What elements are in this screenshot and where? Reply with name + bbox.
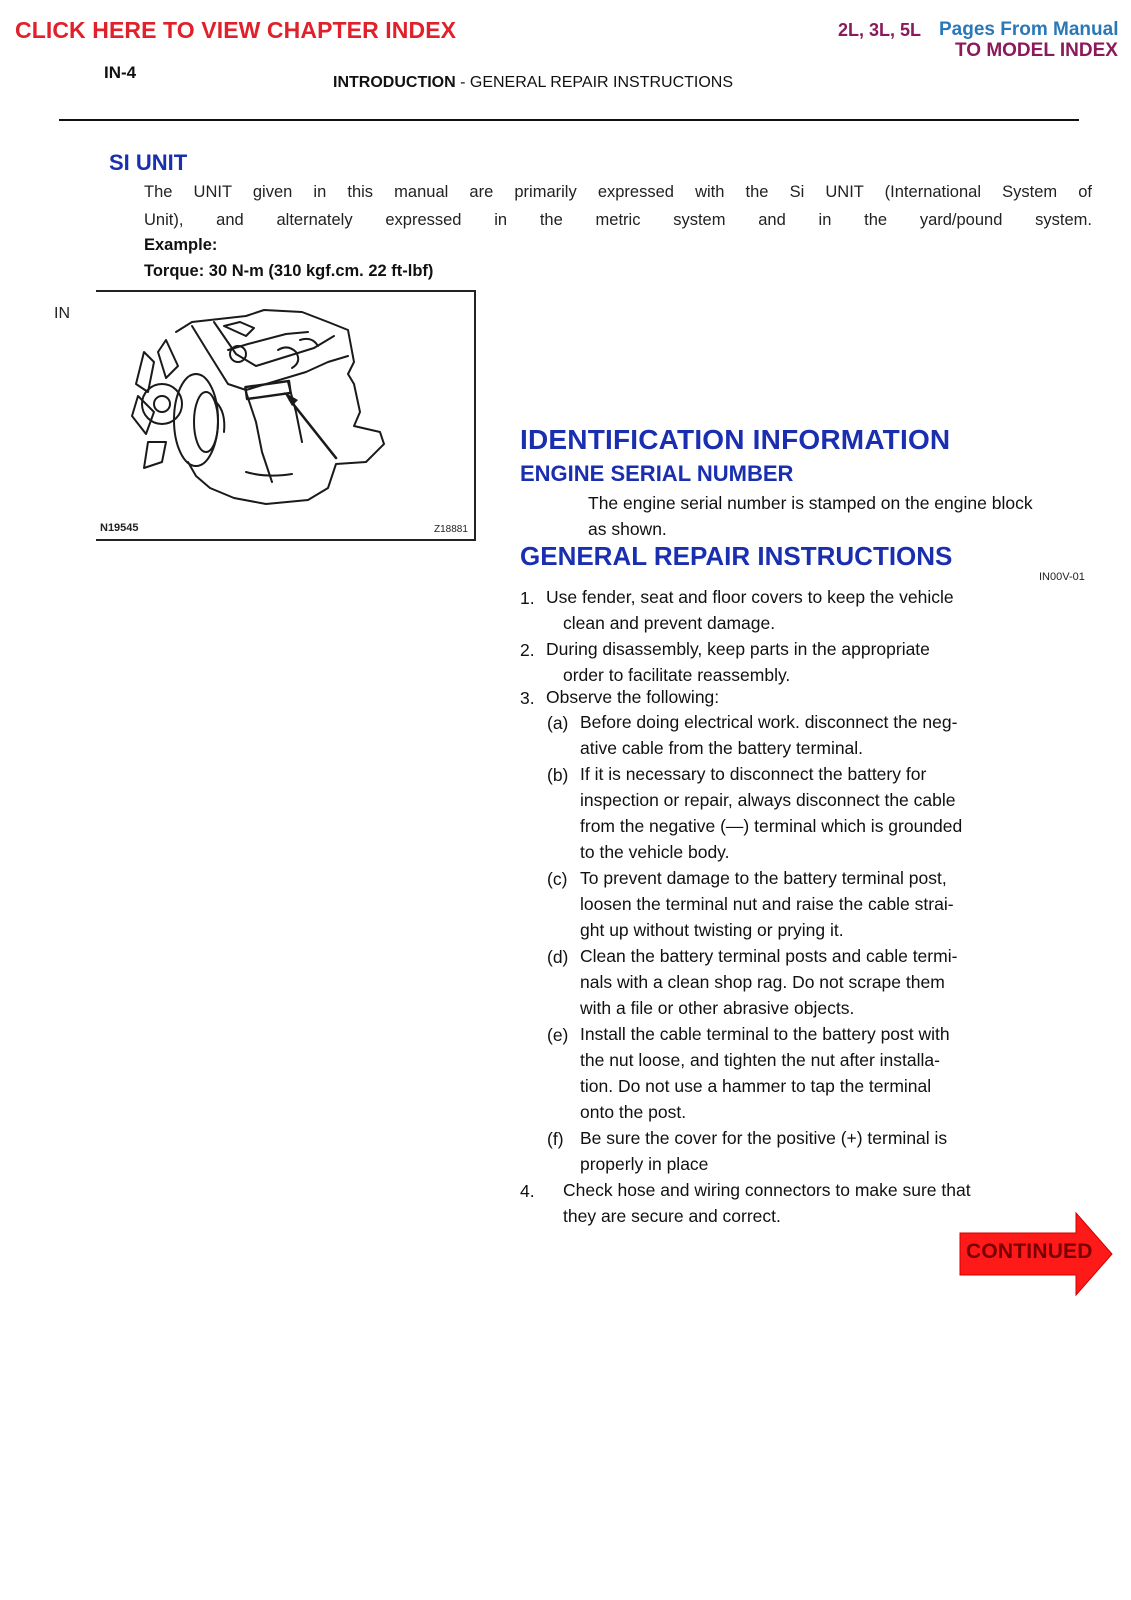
instruction-line: Use fender, seat and floor covers to keep the vehicle xyxy=(546,587,954,607)
subitem-letter: (e) xyxy=(547,1025,569,1045)
engine-illustration-icon xyxy=(96,292,474,539)
section-code: IN00V-01 xyxy=(1039,571,1085,583)
header-divider xyxy=(59,119,1079,121)
instruction-line: Install the cable terminal to the battery post with xyxy=(580,1024,950,1044)
instruction-line: ght up without twisting or prying it. xyxy=(580,920,844,940)
instruction-line: To prevent damage to the battery terminal post, xyxy=(580,868,947,888)
chapter-index-link[interactable]: CLICK HERE TO VIEW CHAPTER INDEX xyxy=(15,17,457,43)
instruction-line: with a file or other abrasive objects. xyxy=(580,998,855,1018)
torque-example: Torque: 30 N-m (310 kgf.cm. 22 ft-lbf) xyxy=(144,262,434,280)
engine-figure xyxy=(96,290,476,541)
header-section: INTRODUCTION xyxy=(333,74,456,91)
instruction-line: from the negative (—) terminal which is grounded xyxy=(580,816,963,836)
engine-serial-number-text: The engine serial number is stamped on the engine block as shown. xyxy=(588,493,1033,539)
item-number: 4. xyxy=(520,1181,535,1201)
example-label: Example: xyxy=(144,236,218,254)
instruction-line: ative cable from the battery terminal. xyxy=(580,738,864,758)
general-repair-heading: GENERAL REPAIR INSTRUCTIONS xyxy=(520,541,953,571)
item-number: 2. xyxy=(520,640,535,660)
subitem-letter: (d) xyxy=(547,947,569,967)
subitem-letter: (b) xyxy=(547,765,569,785)
header-subsection: GENERAL REPAIR INSTRUCTIONS xyxy=(469,74,734,91)
instruction-line: Be sure the cover for the positive (+) terminal is xyxy=(580,1128,948,1148)
si-unit-text-line-1: The UNIT given in this manual are primarily expressed with the Si UNIT (International System of xyxy=(144,183,1092,201)
item-number: 1. xyxy=(520,588,535,608)
instruction-line: onto the post. xyxy=(580,1102,687,1122)
subitem-letter: (f) xyxy=(547,1129,564,1149)
page-header-title xyxy=(333,74,733,92)
side-section-label: IN xyxy=(54,305,70,322)
figure-code: Z18881 xyxy=(434,524,468,535)
instruction-line: inspection or repair, always disconnect the cable xyxy=(580,790,956,810)
si-unit-heading: SI UNIT xyxy=(109,150,188,175)
si-unit-text-line-2: Unit), and alternately expressed in the metric system and in the yard/pound system. xyxy=(144,211,1092,229)
item-number: 3. xyxy=(520,688,535,708)
model-codes: 2L, 3L, 5L xyxy=(838,20,922,40)
header-separator: - xyxy=(455,74,470,91)
engine-serial-number-heading: ENGINE SERIAL NUMBER xyxy=(520,461,794,486)
continued-label[interactable]: CONTINUED xyxy=(966,1240,1093,1263)
instruction-line: Before doing electrical work. disconnect the neg- xyxy=(580,712,958,732)
pages-from-manual-link[interactable]: Pages From Manual xyxy=(939,19,1119,40)
page-number: IN-4 xyxy=(104,63,137,82)
instruction-line: clean and prevent damage. xyxy=(563,613,776,633)
instruction-line: Observe the following: xyxy=(546,687,720,707)
instruction-line: they are secure and correct. xyxy=(563,1206,781,1226)
subitem-letter: (c) xyxy=(547,869,568,889)
instruction-line: Clean the battery terminal posts and cable termi- xyxy=(580,946,958,966)
instruction-line: During disassembly, keep parts in the appropriate xyxy=(546,639,930,659)
instruction-line: to the vehicle body. xyxy=(580,842,730,862)
instruction-line: loosen the terminal nut and raise the cable strai- xyxy=(580,894,954,914)
instruction-line: order to facilitate reassembly. xyxy=(563,665,791,685)
instruction-line: nals with a clean shop rag. Do not scrape them xyxy=(580,972,945,992)
instruction-line: properly in place xyxy=(580,1154,709,1174)
instruction-line: tion. Do not use a hammer to tap the terminal xyxy=(580,1076,932,1096)
identification-heading: IDENTIFICATION INFORMATION xyxy=(520,424,951,455)
figure-id: N19545 xyxy=(100,522,139,534)
subitem-letter: (a) xyxy=(547,713,569,733)
instruction-line: Check hose and wiring connectors to make sure that xyxy=(563,1180,971,1200)
instruction-line: the nut loose, and tighten the nut after installa- xyxy=(580,1050,940,1070)
model-index-link[interactable]: TO MODEL INDEX xyxy=(955,40,1118,61)
instruction-line: If it is necessary to disconnect the battery for xyxy=(580,764,927,784)
